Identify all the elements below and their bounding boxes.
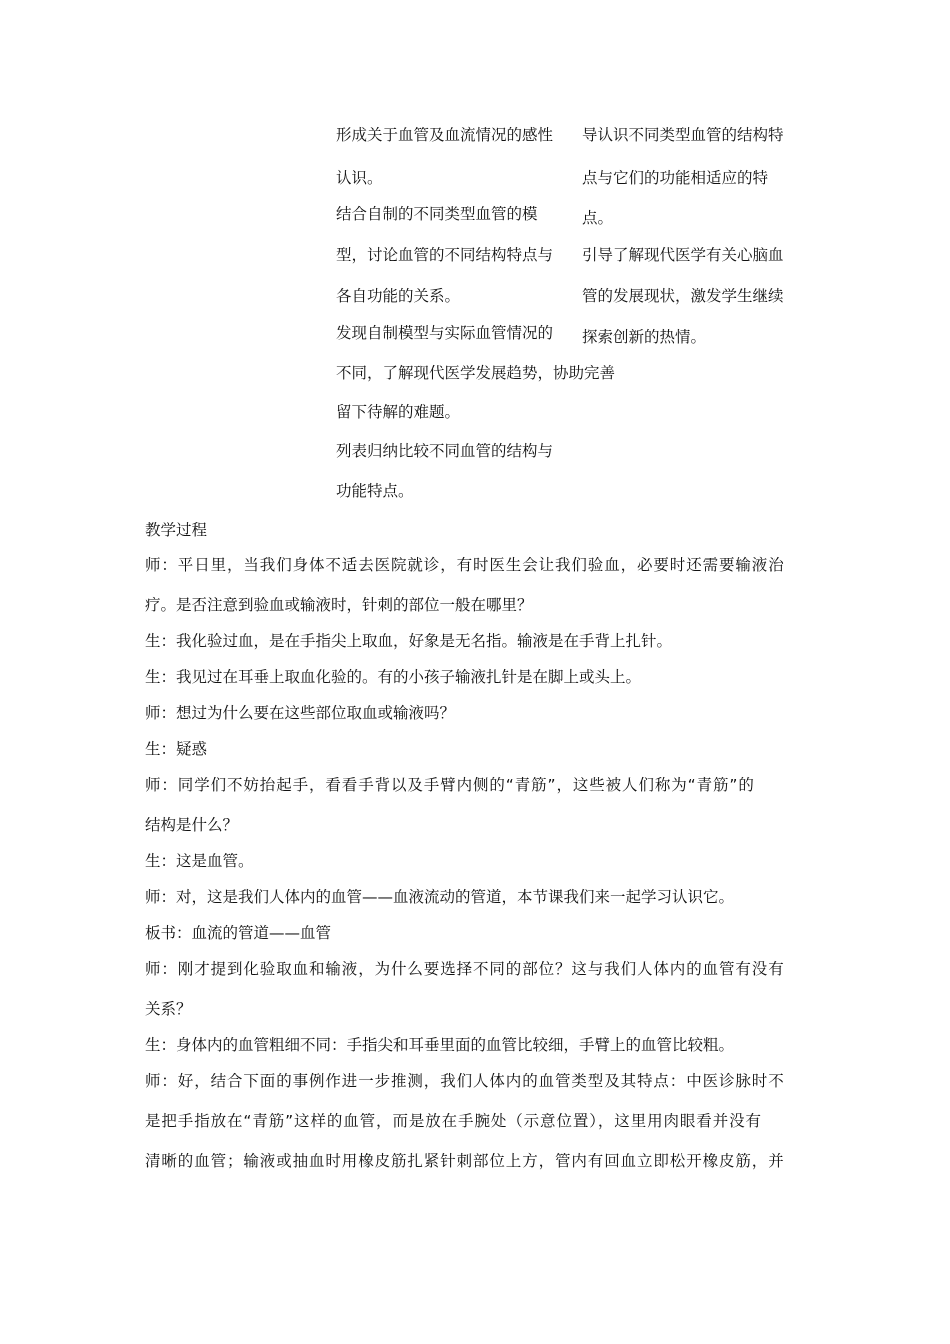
left-column-line: 各自功能的关系。	[336, 287, 461, 305]
body-line: 师：好，结合下面的事例作进一步推测，我们人体内的血管类型及其特点：中医诊脉时不	[145, 1072, 785, 1090]
left-column-line: 结合自制的不同类型血管的模	[336, 205, 538, 223]
left-column-line: 不同，了解现代医学发展趋势，协助完善	[336, 364, 616, 382]
body-line: 疗。是否注意到验血或输液时，针刺的部位一般在哪里？	[145, 596, 533, 614]
left-column-line: 发现自制模型与实际血管情况的	[336, 324, 554, 342]
body-line: 清晰的血管；输液或抽血时用橡皮筋扎紧针刺部位上方，管内有回血立即松开橡皮筋，并	[145, 1152, 785, 1170]
body-line: 生：我化验过血，是在手指尖上取血，好象是无名指。输液是在手背上扎针。	[145, 632, 673, 650]
body-line: 生：我见过在耳垂上取血化验的。有的小孩子输液扎针是在脚上或头上。	[145, 668, 642, 686]
body-line: 生：身体内的血管粗细不同：手指尖和耳垂里面的血管比较细，手臂上的血管比较粗。	[145, 1036, 735, 1054]
right-column-line: 导认识不同类型血管的结构特	[582, 126, 784, 144]
section-title: 教学过程	[145, 521, 208, 539]
body-line: 师：刚才提到化验取血和输液，为什么要选择不同的部位？这与我们人体内的血管有没有	[145, 960, 785, 978]
left-column-line: 型，讨论血管的不同结构特点与	[336, 246, 554, 264]
right-column-line: 管的发展现状，激发学生继续	[582, 287, 784, 305]
body-line: 生：这是血管。	[145, 852, 254, 870]
right-column-line: 探索创新的热情。	[582, 328, 707, 346]
body-line: 关系？	[145, 1000, 192, 1018]
right-column-line: 点与它们的功能相适应的特	[582, 169, 769, 187]
right-column-line: 引导了解现代医学有关心脑血	[582, 246, 784, 264]
body-line: 师：同学们不妨抬起手，看看手背以及手臂内侧的“青筋”，这些被人们称为“青筋”的	[145, 776, 755, 794]
left-column-line: 功能特点。	[336, 482, 414, 500]
left-column-line: 留下待解的难题。	[336, 403, 461, 421]
body-line: 师：想过为什么要在这些部位取血或输液吗？	[145, 704, 456, 722]
body-line: 板书：血流的管道——血管	[145, 924, 332, 942]
left-column-line: 认识。	[336, 169, 383, 187]
left-column-line: 列表归纳比较不同血管的结构与	[336, 442, 554, 460]
body-line: 是把手指放在“青筋”这样的血管，而是放在手腕处（示意位置），这里用肉眼看并没有	[145, 1112, 762, 1130]
body-line: 师：平日里，当我们身体不适去医院就诊，有时医生会让我们验血，必要时还需要输液治	[145, 556, 785, 574]
body-line: 结构是什么？	[145, 816, 239, 834]
left-column-line: 形成关于血管及血流情况的感性	[336, 126, 554, 144]
right-column-line: 点。	[582, 209, 614, 227]
body-line: 师：对，这是我们人体内的血管——血液流动的管道，本节课我们来一起学习认识它。	[145, 888, 735, 906]
body-line: 生：疑惑	[145, 740, 208, 758]
